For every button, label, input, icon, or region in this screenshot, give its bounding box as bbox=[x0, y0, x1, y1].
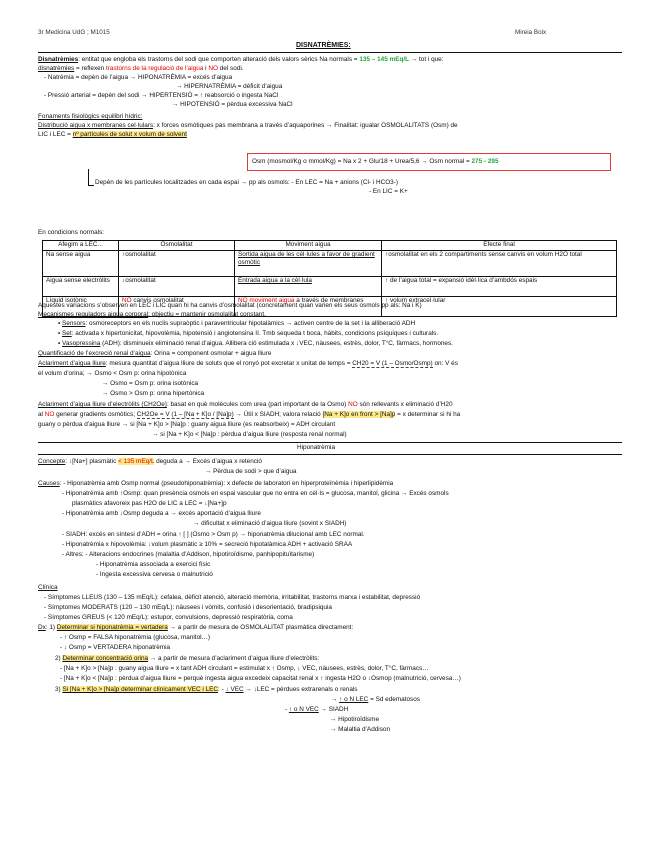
table-cell: ↓osmolalitat bbox=[119, 277, 235, 297]
dx-line-3: - ↓ Osmp = VERTADERA hiponatrèmia bbox=[60, 644, 171, 651]
dx-line-5: - [Na + K]o > [Na]p : guany aigua lliure = x tant ADH circulant = estimulat x ↑ Osmp, ↓ VEC, nàusees, estrès, dolor, T°C, fàrmacs… bbox=[60, 665, 429, 672]
causes-line-8: - Altres: - Alteracions endocrines (malaltia d’Addison, hipotiroïdisme, panhipopituïtarisme) bbox=[62, 551, 315, 558]
quant-line-1: Quantificació de l’excreció renal d’aigua: Orina = component osmolar + aigua lliure bbox=[38, 350, 272, 357]
causes-line-2: - Hiponatrèmia amb ↑Osmp: quan presència osmols en espai vascular que no entra en cèl·ls = glucosa, manitol, glicina → Excés osmols bbox=[62, 490, 449, 497]
header-left: 3r Medicina UdG ; M1015 bbox=[38, 29, 110, 36]
electrolyte-line-1: Aclariment d’aigua lliure d’electròlits (CH2Oe): basat en què molècules com urea (part important de la Osmo) NO són rellevants x eliminació d’H20 bbox=[38, 401, 453, 408]
intro-line-5: - Pressió arterial = depèn del sodi → HIPERTENSIÓ = ↑ reabsorció o ingesta NaCl bbox=[44, 92, 279, 99]
conditions-label: En condicions normals: bbox=[38, 229, 105, 236]
table-cell: Na sense aigua bbox=[43, 251, 119, 277]
causes-line-9: - Hiponatrèmia associada a exercici físic bbox=[96, 561, 211, 568]
meca-line-2: Mecanismes reguladors aigua corporal: objectiu = mantenir osmolalitat constant. bbox=[38, 311, 266, 318]
table-header-row bbox=[43, 241, 617, 251]
table-cell: ↑ de l’aigua total = expansió idèl·lica d’ambdós espais bbox=[382, 277, 617, 297]
dx-line-8: → ↑ o N LEC = Sd edematosos bbox=[331, 696, 420, 703]
causes-line-6: - SIADH: excés en síntesi d’ADH = orina ↑ [ ] (Osmo > Osm p) → hiponatrèmia dilucional amb LEC normal. bbox=[62, 531, 365, 538]
electrolyte-line-3: guany o pèrdua d’aigua lliure → si [Na + K]o > [Na]p : guany aigua lliure (es reabsorbeix) = ADH circulant bbox=[38, 421, 336, 428]
section-title: Hiponatrèmia bbox=[297, 444, 336, 451]
table-cell: ↑ volum extracel·lular bbox=[382, 297, 617, 317]
divider bbox=[38, 442, 622, 443]
table-cell: Líquid isotònic bbox=[43, 297, 119, 317]
quant-line-5: → Osmo > Osm p: orina hipertònica bbox=[102, 390, 205, 397]
quant-line-4: → Osmo = Osm p: orina isotònica bbox=[102, 380, 199, 387]
concept-line-1: Concepte: ↓[Na+] plasmàtic < 135 mEq/L deguda a → Excés d’aigua x retenció bbox=[38, 458, 262, 465]
meca-bullet-1: ▪ Sensors: osmoreceptors en els nuclis supraòptic i paraventricular hipotalàmics → activen centre de la set i la alliberació ADH bbox=[58, 320, 416, 327]
intro-line-2: disnatrèmies = reflexen trastorns de la regulació de l’aigua i NO del sodi. bbox=[38, 65, 244, 72]
intro-line-3: - Natrèmia = depèn de l’aigua → HIPONATRÈMIA = excés d’aigua bbox=[44, 74, 233, 81]
fonaments-line-2: LIC i LEC = nº partícules de solut x volum de solvent bbox=[38, 131, 187, 138]
concept-line-2: → Pèrdua de sodi > que d’aigua bbox=[205, 468, 297, 475]
table-cell: ↑osmolalitat en els 2 compartiments sense canvis en volum H2O total bbox=[382, 251, 617, 277]
bracket-arrow bbox=[88, 169, 94, 186]
clinica-line-3: - Símptomes GREUS (< 120 mEq/L): estupor, convulsions, depressió respiratòria, coma bbox=[44, 614, 293, 621]
dx-line-10: → Hipotiroïdisme bbox=[330, 716, 380, 723]
osmolality-formula: Osm (mosmol/Kg o mmol/Kg) = Na x 2 + Glu/18 + Urea/5,6 → Osm normal = 275 - 295 bbox=[252, 158, 499, 165]
clinica-line-1: - Símptomes LLEUS (130 – 135 mEq/L): cefalea, dèficit atenció, alteració memòria, irritabilitat, trastorns marxa i estabilitat, depressió bbox=[44, 594, 421, 601]
header-right: Mireia Boix bbox=[515, 29, 547, 36]
page-title: DISNATRÈMIES: bbox=[296, 42, 351, 49]
causes-line-4: - Hiponatrèmia amb ↓Osmp deguda a → excés aportació d’aigua lliure bbox=[62, 510, 261, 517]
fonaments-line-3: Depèn de les partícules localitzades en cada espai → pp als osmols: - En LEC = Na + anions (Cl- i HCO3-) bbox=[95, 179, 398, 186]
dx-line-11: → Malaltia d’Addison bbox=[330, 726, 391, 733]
table-cell: Entrada aigua a la cèl·lula bbox=[235, 277, 382, 297]
table-header: Afegim a LEC... bbox=[43, 241, 119, 251]
electrolyte-line-2: al NO generar gradients osmòtics; CH2Oe = V (1 – [Na + K]o / [Na]p) → Útil x SIADH; valora relació [Na + K]o en front > [Na]p = x determinar si hi ha bbox=[38, 411, 461, 418]
table-row bbox=[43, 277, 617, 297]
dx-line-4: 2) Determinar concentració orina → a partir de mesura d’aclariment d’aigua lliure d’electròlits: bbox=[55, 655, 320, 662]
table-header: Osmolalitat bbox=[119, 241, 235, 251]
clinica-line-2: - Símptomes MODERATS (120 – 130 mEq/L): nàusees i vòmits, confusió i desorientació, bradipsiquia bbox=[44, 604, 332, 611]
dx-line-6: - [Na + K]o < [Na]p : pèrdua d’aigua lliure = perquè ingesta aigua excedeix capacitat renal x ↑ ingesta H2O o ↓Osmop (malnutrició, cervesa…) bbox=[60, 675, 461, 682]
fonaments-line-1: Distribució aigua x membranes cel·lulars: x forces osmòtiques pas membrana a través d’aquaporines → Finalitat: igualar OSMOLALITATS (Osm) de bbox=[38, 122, 458, 129]
dx-line-2: - ↑ Osmp = FALSA hiponatrèmia (glucosa, manitol…) bbox=[60, 634, 211, 641]
causes-line-1: Causes: - Hiponatrèmia amb Osmp normal (pseudohiponatrèmia): x defecte de laboratori en hiperproteïnèmia i hiperlipidèmia bbox=[38, 480, 394, 487]
dx-line-1: Dx: 1) Determinar si hiponatrèmia = vertadera → a partir de mesura de OSMOLALITAT plasmàtica directament: bbox=[38, 624, 354, 631]
table-cell: Aigua sense electròlits bbox=[43, 277, 119, 297]
dx-line-7: 3) Si [Na + K]o > [Na]p determinar clínicament VEC i LEC: - ↓ VEC → ↓LEC = pèrdues extrarenals o renals bbox=[55, 686, 358, 693]
causes-line-7: - Hiponatrèmia x hipovolèmia: ↓volum plasmàtic ≥ 10% = secreció hipotalàmica ADH + activació SRAA bbox=[62, 541, 353, 548]
intro-line-4: → HIPERNATRÈMIA = dèficit d’aigua bbox=[176, 83, 283, 90]
table-cell: NO canvis osmolalitat bbox=[119, 297, 235, 317]
fonaments-title: Fonaments fisiològics equilibri hídric: bbox=[38, 113, 143, 120]
electrolyte-line-4: → si [Na + K]o < [Na]p : pèrdua d’aigua lliure (resposta renal normal) bbox=[152, 431, 347, 438]
intro-line-6: → HIPOTENSIÓ = pèrdua excessiva NaCl bbox=[172, 101, 293, 108]
divider bbox=[38, 454, 622, 455]
meca-bullet-3: ▪ Vasopressina (ADH): disminueix eliminació renal d’aigua. Allibera ció estimulada x ↓VEC, nàusees, estrès, dolor, T°C, fàrmacs, hormones. bbox=[58, 340, 453, 347]
meca-bullet-2: ▪ Set: activada x hipertonicitat, hipovolèmia, hipotensió i angiotensina II. Tmb sequeda t boca, hàbits, condicions psíquiques i culturals. bbox=[58, 330, 439, 337]
table-row bbox=[43, 251, 617, 277]
intro-line-1: Disnatrèmies: entitat que engloba els trastorns del sodi que comporten alteració dels valors sèrics Na normals = 135 – 145 mEq/L → tot i que: bbox=[38, 56, 444, 63]
causes-line-5: → dificultat x eliminació d’aigua lliure (sovint x SIADH) bbox=[193, 520, 347, 527]
clinica-title: Clínica bbox=[38, 584, 58, 591]
quant-line-3: el volum d’orina; → Osmo < Osm p: orina hipotònica bbox=[38, 370, 187, 377]
causes-line-10: - Ingesta excessiva cervesa o malnutrició bbox=[96, 571, 213, 578]
causes-line-3: plasmàtics afavoreix pas H2O de LIC a LEC = ↓[Na+]p bbox=[72, 500, 227, 507]
table-header: Moviment aigua bbox=[235, 241, 382, 251]
table-cell: ↑osmolalitat bbox=[119, 251, 235, 277]
meca-line-1: Aquestes variacions s’observen en LEC i LIC quan hi ha canvis d’osmolalitat (concretament quan varien els seus osmols pp als: Na i K) bbox=[38, 302, 422, 309]
table-cell: Sortida aigua de les cèl·lules a favor de gradient osmòtic bbox=[235, 251, 382, 277]
divider bbox=[38, 52, 622, 53]
dx-line-9: - ↑ o N VEC → SIADH bbox=[285, 706, 349, 713]
table-cell: NO moviment aigua a través de membranes bbox=[235, 297, 382, 317]
fonaments-line-4: - En LIC = K+ bbox=[369, 188, 408, 195]
table-header: Efecte final bbox=[382, 241, 617, 251]
quant-line-2: Aclariment d’aigua lliure: mesura quantitat d’aigua lliure de soluts que el ronyó pot excretar x unitat de temps = CH20 = V (1 – Osmo/Osmp) on: V és bbox=[38, 360, 458, 367]
